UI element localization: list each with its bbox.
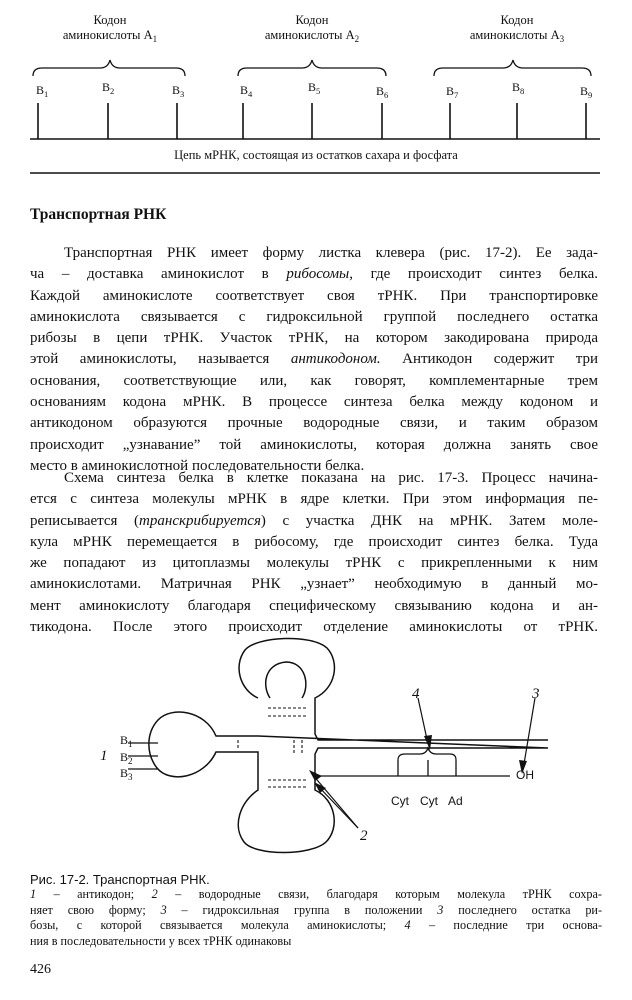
p1-line-10: происходит „узнавание” той аминокислоты, которая должна занять свое xyxy=(30,436,598,453)
p1-line-4: аминокислота связывается с гидроксильной группой последнего остатка xyxy=(30,308,598,325)
codon-brace-2 xyxy=(238,60,386,76)
caption-line-3: бозы, с которой связывается молекула аминокислоты; 4 – последние три основа- xyxy=(30,918,602,933)
arrow-2b xyxy=(318,786,358,828)
paragraph-1 xyxy=(30,243,598,477)
arrow-3 xyxy=(523,698,535,770)
figure-caption-text xyxy=(30,887,602,949)
oh-group-label: OH xyxy=(516,768,534,782)
codon-1-subtitle: аминокислоты $А_1$ xyxy=(62,28,158,44)
base-ad: Ad xyxy=(448,794,463,808)
paragraph-2 xyxy=(30,468,598,638)
trna-base-b3: $В_3$ xyxy=(120,766,133,782)
end-bases-brace xyxy=(398,748,456,760)
codon-2-title xyxy=(252,13,372,47)
codon-brace-3 xyxy=(434,60,591,76)
p2-line-3: реписывается (транскрибируется) с участка ДНК на мРНК. Затем моле- xyxy=(30,512,598,529)
mrna-chain-label: Цепь мРНК, состоящая из остатков сахара и фосфата xyxy=(174,148,458,162)
p2-line-5: же попадают из цитоплазмы молекулы тРНК с прикрепленными к ним xyxy=(30,555,598,572)
trna-base-b2: $В_2$ xyxy=(120,750,133,766)
base-label-3: $В_3$ xyxy=(172,83,185,99)
codon-2-word: Кодон xyxy=(295,13,329,27)
trna-label-2: 2 xyxy=(360,828,368,844)
p1-line-2: ча – доставка аминокислот в рибосомы, где происходит синтез белка. xyxy=(30,266,598,283)
p2-line-4: кула мРНК перемещается в рибосому, где происходит синтез белка. Туда xyxy=(30,533,598,550)
term-ribosomes: рибосомы xyxy=(286,266,350,283)
p1-line-9: антикодоном образуются прочные водородные связи, и таким образом xyxy=(30,415,598,432)
trna-outline xyxy=(149,638,548,852)
base-label-4: $В_4$ xyxy=(240,83,253,99)
base-label-2: $В_2$ xyxy=(102,80,115,96)
trna-label-3: 3 xyxy=(532,686,540,702)
trna-label-1: 1 xyxy=(100,748,108,764)
p1-line-7: основания, соответствующие или, как говорят, комплементарные трем xyxy=(30,372,598,389)
base-label-6: $В_6$ xyxy=(376,84,389,100)
trna-label-4: 4 xyxy=(412,686,420,702)
term-transcribed: транскрибируется xyxy=(139,512,261,529)
term-anticodon: антикодоном. xyxy=(290,351,381,368)
p1-line-3: Каждой аминокислоте соответствует своя тРНК. При транспортировке xyxy=(30,287,598,304)
codon-brace-1 xyxy=(33,60,185,76)
p2-line-6: аминокислотами. Матричная РНК „узнает” необходимую в данный мо- xyxy=(30,576,598,593)
p2-line-7: мент аминокислоту благодаря специфическому связыванию кодона и ан- xyxy=(30,597,598,614)
base-label-8: $В_8$ xyxy=(512,80,525,96)
caption-line-2: няет свою форму; 3 – гидроксильная группа в положении 3 последнего остатка ри- xyxy=(30,902,602,917)
caption-line-1: 1 – антикодон; 2 – водородные связи, благодаря которым молекула тРНК сохра- xyxy=(30,887,602,901)
p1-line-11: место в аминокислотной последовательности белка. xyxy=(30,457,365,474)
trna-cloverleaf-diagram xyxy=(0,628,632,868)
p1-line-8: основаниям кодона мРНК. В процессе синтеза белка между кодоном и xyxy=(30,394,598,411)
p1-line-1: Транспортная РНК имеет форму листка клевера (рис. 17-2). Ее зада- xyxy=(64,245,598,261)
p1-line-5: рибозы в цепи тРНК. Участок тРНК, на котором закодирована природа xyxy=(30,330,598,347)
base-label-7: $В_7$ xyxy=(446,84,459,100)
trna-base-b1: $В_1$ xyxy=(120,733,133,749)
codon-2-subtitle: аминокислоты $А_2$ xyxy=(264,28,360,44)
base-cyt-1: Cyt xyxy=(391,794,409,808)
caption-line-4: ния в последовательности у всех тРНК одинаковы xyxy=(30,933,292,948)
base-label-5: $В_5$ xyxy=(308,80,321,96)
base-label-9: $В_9$ xyxy=(580,84,593,100)
codon-1-word: Кодон xyxy=(93,13,127,27)
codon-3-title xyxy=(457,13,577,47)
codon-3-subtitle: аминокислоты $А_3$ xyxy=(469,28,565,44)
section-heading: Транспортная РНК xyxy=(30,206,167,223)
p1-line-6: этой аминокислоты, называется антикодоном. Антикодон содержит три xyxy=(30,351,598,368)
top-lobe-inner xyxy=(266,662,306,698)
figure-caption-title: Рис. 17-2. Транспортная РНК. xyxy=(30,872,210,887)
p2-line-8: тикодона. После этого происходит отделение аминокислоты от тРНК. xyxy=(30,619,598,636)
base-cyt-2: Cyt xyxy=(420,794,438,808)
codon-3-word: Кодон xyxy=(500,13,534,27)
page-number: 426 xyxy=(30,962,51,977)
p2-line-1: Схема синтеза белка в клетке показана на рис. 17-3. Процесс начина- xyxy=(64,470,598,486)
codon-1-title xyxy=(50,13,170,47)
p2-line-2: ется с синтеза молекулы мРНК в ядре клетки. При этом информация пе- xyxy=(30,491,598,508)
base-label-1: $В_1$ xyxy=(36,83,49,99)
